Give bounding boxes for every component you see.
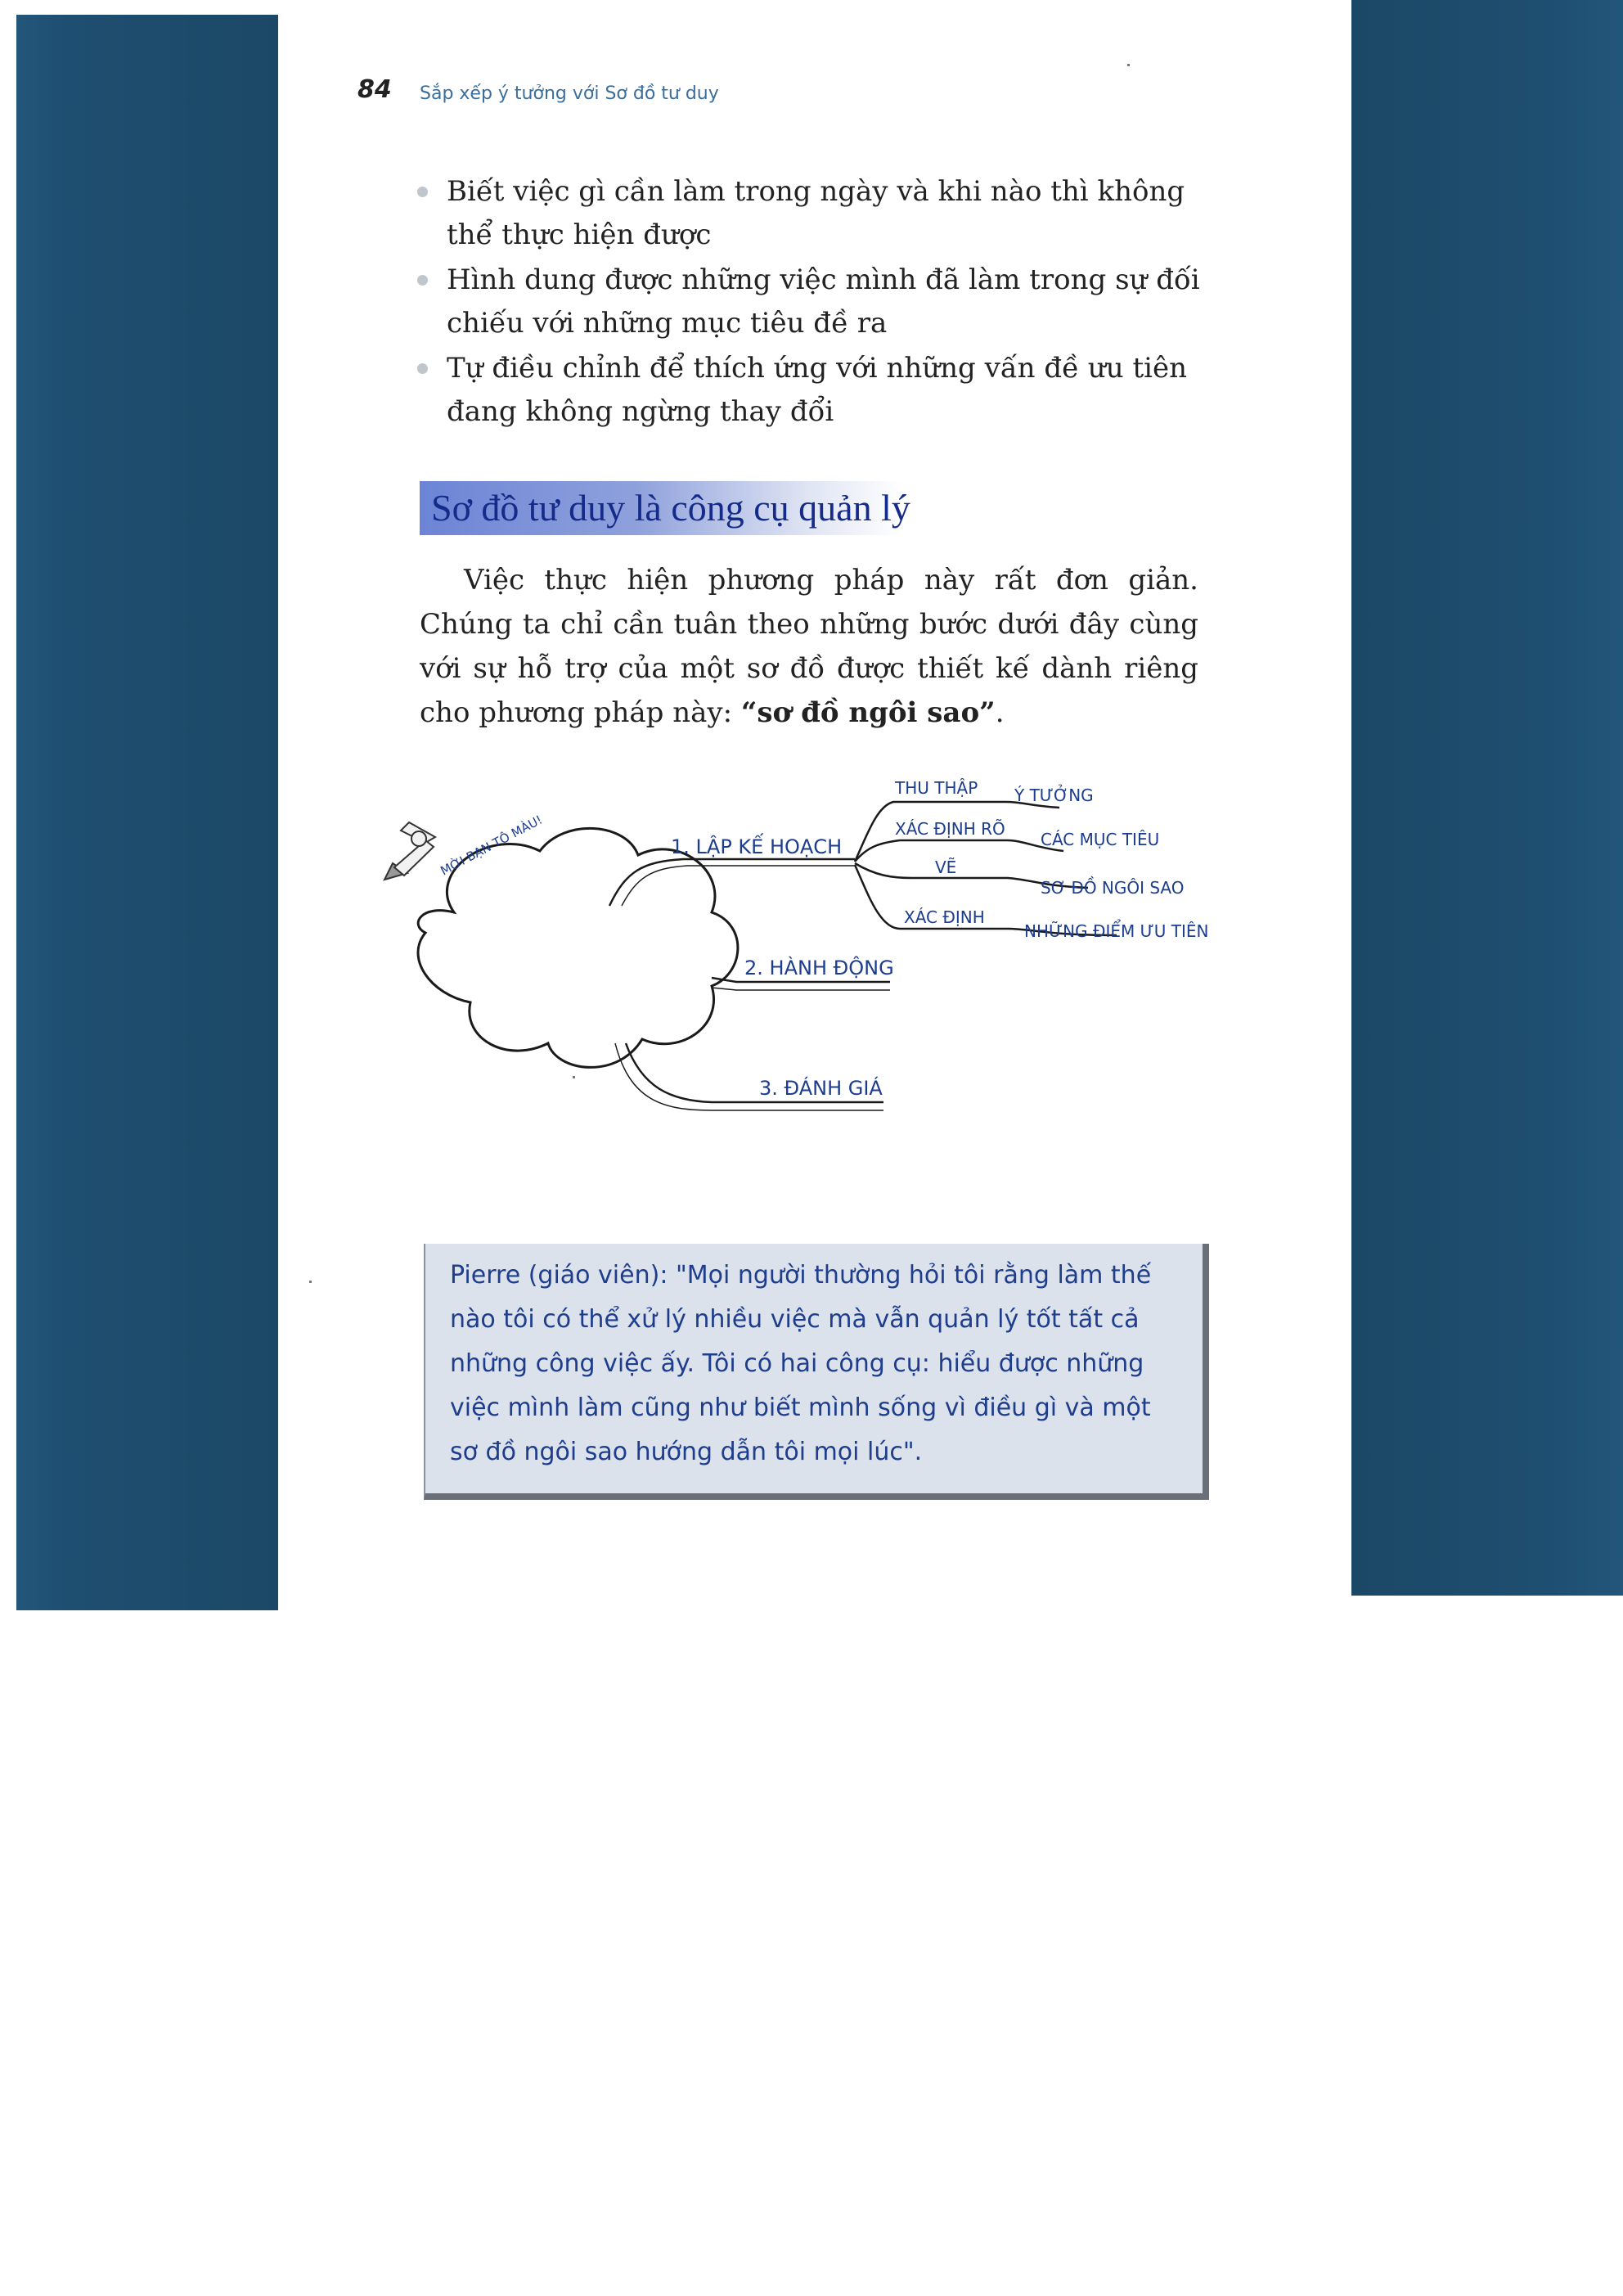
star-mindmap-diagram	[376, 757, 1211, 1182]
bullet-dot-icon	[417, 363, 428, 374]
invite-label: MỜI BẠN TÔ MÀU!	[438, 812, 546, 879]
paragraph-end: .	[995, 696, 1005, 729]
scan-speck	[1127, 64, 1130, 66]
bullet-item: Hình dung được những việc mình đã làm trong sự đối chiếu với những mục tiêu đề ra	[417, 259, 1203, 345]
branch-3-label: 3. ĐÁNH GIÁ	[759, 1077, 883, 1100]
running-title: Sắp xếp ý tưởng với Sơ đồ tư duy	[420, 83, 719, 104]
sub-object-3: SƠ ĐỒ NGÔI SAO	[1041, 878, 1185, 898]
sub-verb-1: THU THẬP	[895, 778, 978, 798]
quote-text: Pierre (giáo viên): "Mọi người thường hỏi tôi rằng làm thế nào tôi có thể xử lý nhiều việc mà vẫn quản lý tốt tất cả những công việc ấy. Tôi có hai công cụ: hiểu được những việc mình làm cũng như biết mình sống vì điều gì và một sơ đồ ngôi sao hướng dẫn tôi mọi lúc".	[450, 1261, 1152, 1466]
scan-border-right	[1351, 0, 1623, 1596]
sub-object-2: CÁC MỤC TIÊU	[1041, 830, 1160, 849]
scan-speck	[573, 1076, 575, 1078]
quote-box	[424, 1244, 1209, 1500]
pen-icon	[384, 822, 435, 880]
body-paragraph	[420, 558, 1198, 735]
paragraph-bold-term: “sơ đồ ngôi sao”	[740, 696, 996, 729]
bullet-dot-icon	[417, 187, 428, 197]
branch-2-label: 2. HÀNH ĐỘNG	[744, 957, 894, 979]
paragraph-text: Việc thực hiện phương pháp này rất đơn giản. Chúng ta chỉ cần tuân theo những bước dưới đây cùng với sự hỗ trợ của một sơ đồ được thiết kế dành riêng cho phương pháp này:	[420, 564, 1198, 729]
bullet-dot-icon	[417, 275, 428, 286]
bullet-item: Biết việc gì cần làm trong ngày và khi nào thì không thể thực hiện được	[417, 170, 1203, 257]
section-heading-banner	[420, 481, 910, 535]
branch-1-label: 1. LẬP KẾ HOẠCH	[671, 835, 843, 858]
page-number: 84	[357, 75, 392, 104]
sub-verb-4: XÁC ĐỊNH	[904, 907, 985, 927]
sub-verb-3: VẼ	[935, 858, 957, 877]
bullet-list	[417, 170, 1203, 435]
sub-object-4: NHỮNG ĐIỂM ƯU TIÊN	[1024, 921, 1209, 941]
bullet-item: Tự điều chỉnh để thích ứng với những vấn đề ưu tiên đang không ngừng thay đổi	[417, 347, 1203, 434]
section-title: Sơ đồ tư duy là công cụ quản lý	[431, 487, 910, 529]
sub-verb-2: XÁC ĐỊNH RÕ	[895, 819, 1005, 839]
scan-speck	[309, 1281, 312, 1283]
sub-object-1: Ý TƯỞNG	[1014, 786, 1094, 805]
scan-border-left	[16, 15, 289, 1610]
